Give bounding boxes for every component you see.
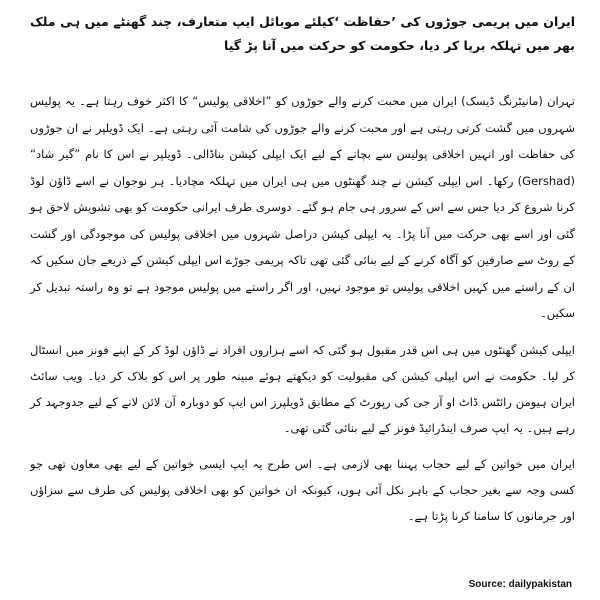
article-paragraph-2: ایپلی کیشن گھنٹوں میں ہی اس قدر مقبول ہو گئی کہ اسے ہزاروں افراد نے ڈاﺅن لوڈ کر کے اپنے فونز میں انسٹال کر لیا۔ حکومت نے اس ایپلی کیشن کی مقبولیت کو دیکھتے ہوئے مبینہ طور پر اس کو بلاک کر دیا۔ ویب سائٹ ایران ہیومن رائٹس ڈاٹ او آر جی کی رپورٹ کے مطابق ڈویلپرز اس ایپ کو دوبارہ آن لائن لانے کے لیے جدوجہد کر رہے ہیں۔ یہ ایپ صرف اینڈرائیڈ فونز کے لیے بنائی گئی تھی۔ [30,342,575,435]
article-headline: ایران میں پریمی جوڑوں کی ’حفاظت ‘کیلئے موبائل ایپ متعارف، چند گھنٹے میں ہی ملک بھر میں تہلکہ برپا کر دیا، حکومت کو حرکت میں آنا پڑ گیا [30,14,575,53]
article [30,10,575,539]
article-paragraph-1: تہران (مانیٹرنگ ڈیسک) ایران میں محبت کرنے والے جوڑوں کو ”اخلاقی پولیس“ کا اکثر خوف رہتا ہے۔ یہ پولیس شہروں میں گشت کرتی رہتی ہے اور محبت کرنے والے جوڑوں کی شامت آئی رہتی ہے۔ ایک ڈویلپر نے ان جوڑوں کی حفاظت اور انہیں اخلاقی پولیس سے بچانے کے لیے ایک ایپلی کیشن بناڈالی۔ ڈویلپر نے اس کا نام ”گیر شاد“ (Gershad) رکھا۔ اس ایپلی کیشن نے چند گھنٹوں میں ہی ایران میں تہلکہ مچادیا۔ ہر نوجوان نے اسے ڈاﺅن لوڈ کرنا شروع کر دیا جس سے اس کے سرور ہی جام ہو گئے۔ دوسری طرف ایرانی حکومت کو بھی تشویش لاحق ہو گئی اور اسے بھی حرکت میں آنا پڑا۔ یہ ایپلی کیشن دراصل شہروں میں اخلاقی پولیس کی موجودگی اور گشت کے روٹ سے صارفین کو آگاہ کرنے کے لیے بنائی گئی تھی تاکہ پریمی جوڑے اس ایپلی کیشن کے ذریعے جان سکیں کہ ان کے راستے میں کہیں اخلاقی پولیس تو موجود نہیں، اور اگر راستے میں پولیس موجود ہے تو وہ راستہ تبدیل کر سکیں۔ [30,94,575,320]
source-credit: Source: dailypakistan [468,579,572,590]
article-paragraph-3: ایران میں خواتین کے لیے حجاب پہننا بھی لازمی ہے۔ اس طرح یہ ایپ ایسی خواتین کے لیے بھی معاون تھی جو کسی وجہ سے بغیر حجاب کے باہر نکل آئی ہوں، کیونکہ ان خواتین کو بھی اخلاقی پولیس کی طرف سے سزاﺅں اور جرمانوں کا سامنا کرنا پڑتا ہے۔ [30,456,575,523]
